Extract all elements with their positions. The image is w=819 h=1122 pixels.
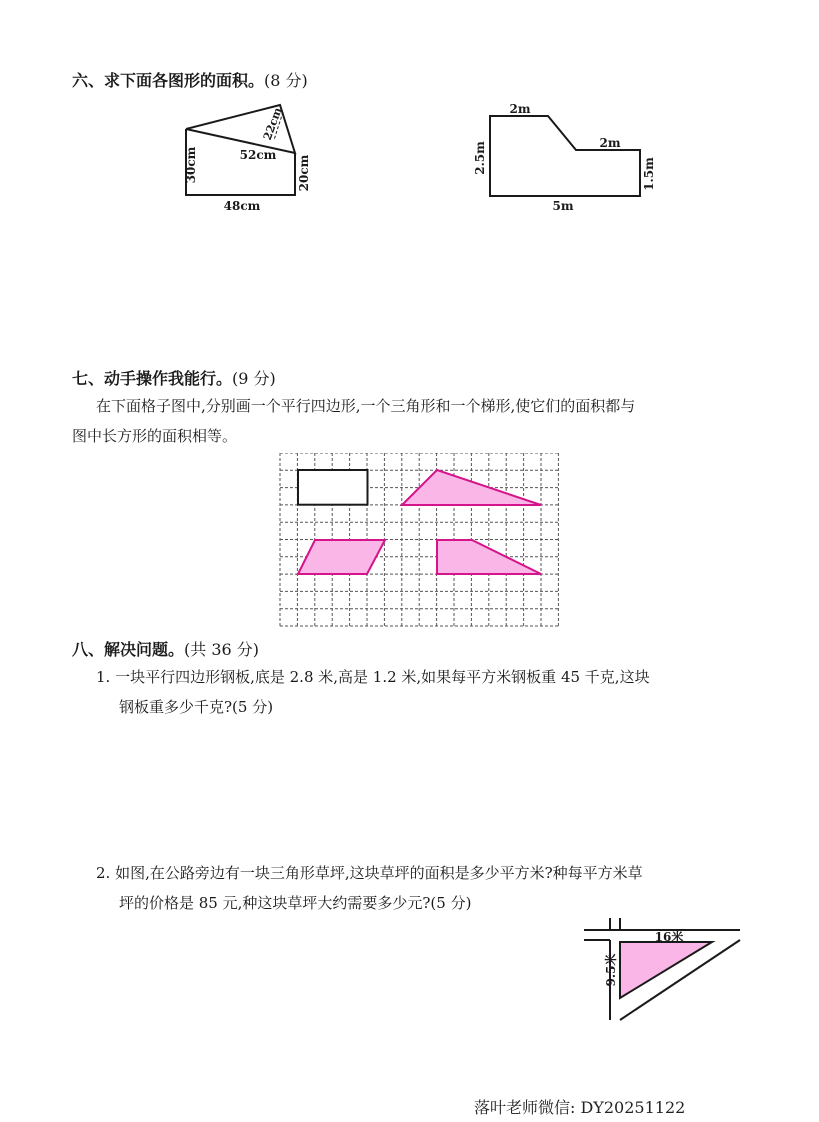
label-20cm: 20cm — [297, 154, 311, 192]
reference-rectangle — [298, 470, 368, 505]
figure-trapezoid-triangle — [170, 95, 330, 220]
label-52cm: 52cm — [239, 148, 277, 162]
label-2.5m: 2.5m — [473, 141, 487, 175]
label-9.5m: 9.5米 — [604, 953, 618, 987]
section-7-heading — [72, 366, 276, 389]
grid-figure — [279, 453, 563, 629]
section-8-title: 八、解决问题。 — [72, 640, 185, 659]
question-1-number: 1. — [96, 668, 111, 686]
label-2m-step: 2m — [599, 136, 621, 150]
question-1-line2: 钢板重多少千克?(5 分) — [119, 698, 274, 716]
section-6-points: (8 分) — [264, 71, 308, 90]
question-2-text-1: 如图,在公路旁边有一块三角形草坪,这块草坪的面积是多少平方米?种每平方米草 — [115, 864, 643, 882]
section-6-title: 六、求下面各图形的面积。 — [72, 71, 265, 90]
road-lawn-figure — [584, 918, 744, 1028]
question-2-number: 2. — [96, 864, 111, 882]
label-16m: 16米 — [654, 930, 684, 944]
section-7-instruction-line1: 在下面格子图中,分别画一个平行四边形,一个三角形和一个梯形,使它们的面积都与 — [96, 397, 636, 415]
label-5m: 5m — [552, 199, 574, 213]
question-1-text-1: 一块平行四边形钢板,底是 2.8 米,高是 1.2 米,如果每平方米钢板重 45 千克,这块 — [115, 668, 650, 686]
question-2-line2: 坪的价格是 85 元,种这块草坪大约需要多少元?(5 分) — [119, 894, 472, 912]
label-2m-top: 2m — [509, 102, 531, 116]
label-22cm: 22cm — [260, 105, 285, 142]
section-8-points: (共 36 分) — [184, 640, 260, 659]
figure-pentagon — [470, 98, 660, 218]
label-48cm: 48cm — [223, 199, 261, 213]
section-7-title: 七、动手操作我能行。 — [72, 369, 233, 388]
drawn-parallelogram — [298, 540, 385, 574]
footer-contact: 落叶老师微信: DY20251122 — [474, 1098, 686, 1117]
label-30cm: 30cm — [184, 146, 198, 184]
label-1.5m: 1.5m — [642, 157, 656, 191]
section-8-heading — [72, 637, 259, 660]
section-7-instruction-line2: 图中长方形的面积相等。 — [72, 427, 238, 445]
section-7-points: (9 分) — [232, 369, 276, 388]
question-1-line1 — [96, 662, 650, 692]
section-6-heading — [72, 68, 308, 91]
question-2-line1 — [96, 858, 643, 888]
